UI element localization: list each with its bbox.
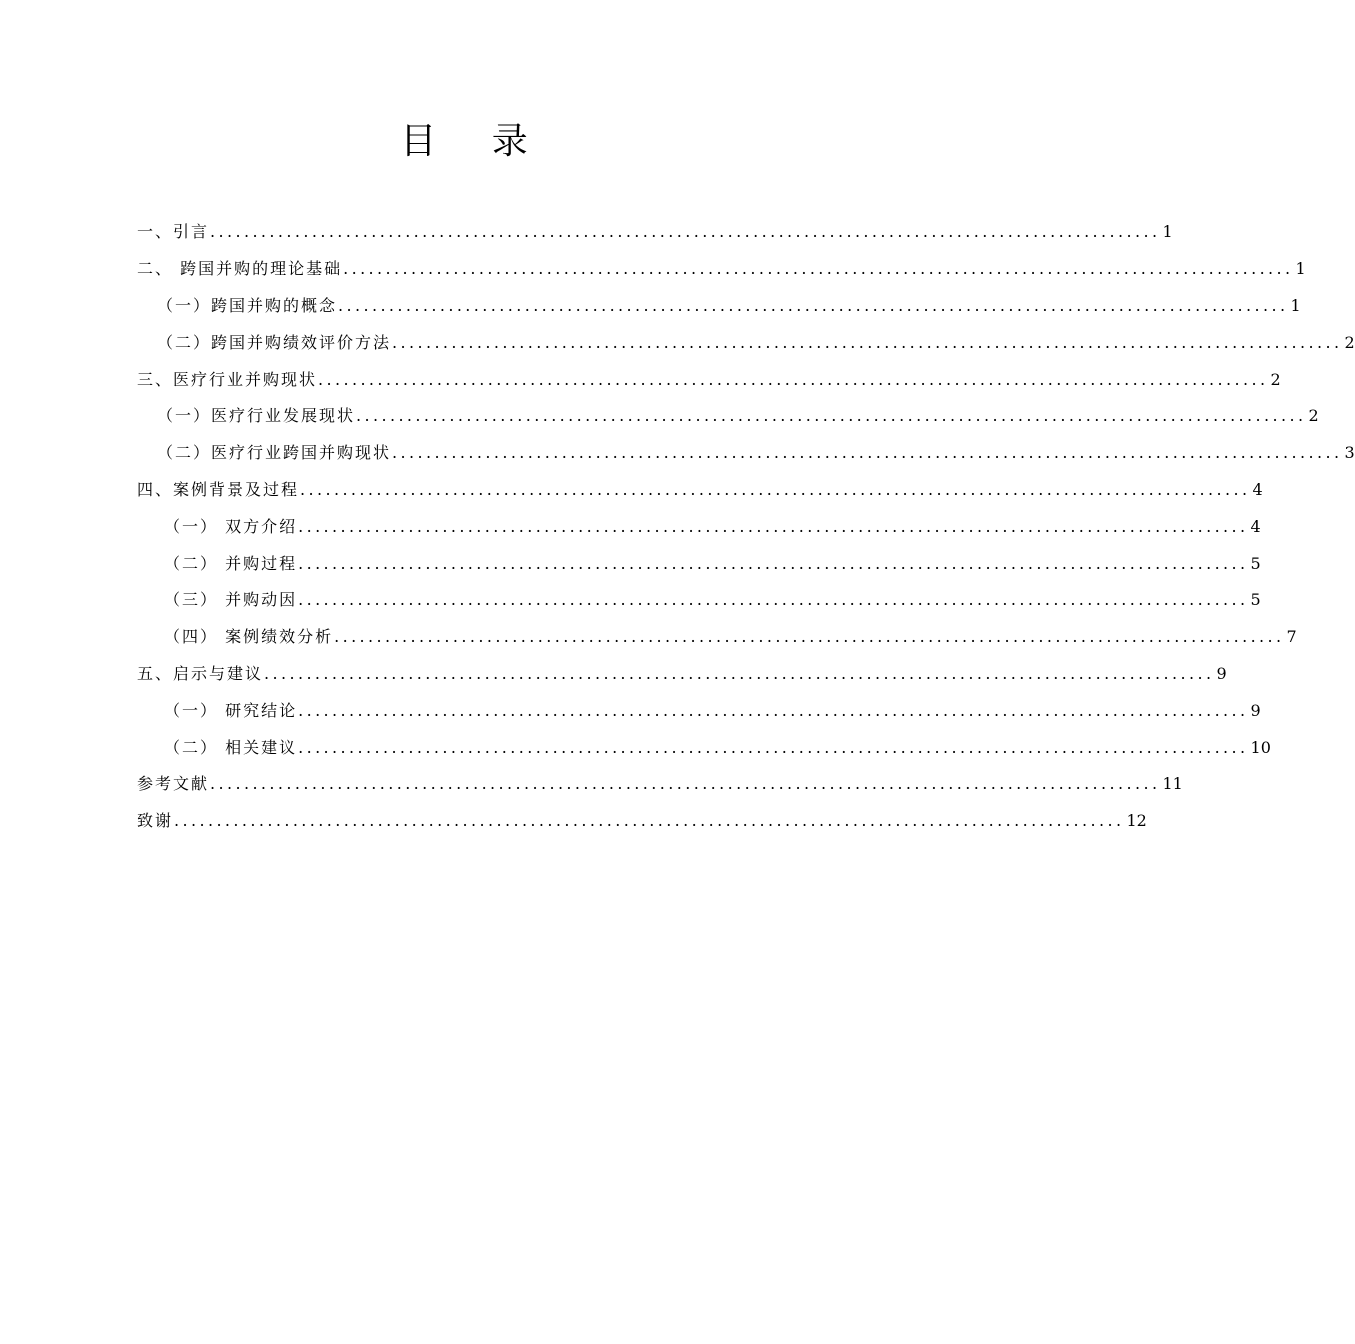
toc-page-number: 7 bbox=[1286, 627, 1297, 647]
toc-entry-title: 参考文献 bbox=[137, 774, 210, 794]
toc-entry-title: 四、案例背景及过程 bbox=[137, 479, 300, 499]
dot-leader: ................................................................................................................ bbox=[343, 259, 1294, 279]
toc-entry[interactable] bbox=[137, 545, 1261, 582]
toc-entry-title: （二） 相关建议 bbox=[164, 737, 298, 757]
toc-entry-title: （一）医疗行业发展现状 bbox=[157, 406, 356, 426]
dot-leader: ................................................................................................................ bbox=[298, 737, 1249, 757]
toc-entry[interactable] bbox=[137, 214, 1173, 251]
dot-leader: ................................................................................................................ bbox=[300, 479, 1251, 499]
toc-entry-title: （二） 并购过程 bbox=[164, 553, 298, 573]
toc-entry[interactable] bbox=[137, 472, 1263, 509]
toc-entry-title: （三） 并购动因 bbox=[164, 590, 298, 610]
toc-entry[interactable] bbox=[137, 435, 1355, 472]
toc-entry[interactable] bbox=[137, 766, 1183, 803]
toc-entry[interactable] bbox=[137, 251, 1306, 288]
toc-page-number: 2 bbox=[1270, 369, 1281, 389]
toc-entry[interactable] bbox=[137, 619, 1297, 656]
toc-page-number: 4 bbox=[1252, 479, 1263, 499]
dot-leader: ................................................................................................................ bbox=[392, 443, 1343, 463]
toc-entry[interactable] bbox=[137, 398, 1319, 435]
toc-page-number: 4 bbox=[1250, 516, 1261, 536]
toc-entry-title: （一） 双方介绍 bbox=[164, 516, 298, 536]
toc-entry-title: 二、 跨国并购的理论基础 bbox=[137, 259, 343, 279]
toc-page-number: 11 bbox=[1162, 774, 1183, 794]
toc-entry[interactable] bbox=[137, 692, 1261, 729]
dot-leader: ................................................................................................................ bbox=[298, 590, 1249, 610]
dot-leader: ................................................................................................................ bbox=[298, 700, 1249, 720]
table-of-contents bbox=[137, 214, 1355, 840]
toc-entry-title: 五、启示与建议 bbox=[137, 663, 264, 683]
toc-entry-title: （四） 案例绩效分析 bbox=[164, 627, 334, 647]
toc-page-number: 10 bbox=[1250, 737, 1271, 757]
toc-entry-title: 一、引言 bbox=[137, 222, 210, 242]
toc-page-number: 1 bbox=[1290, 295, 1301, 315]
toc-entry[interactable] bbox=[137, 582, 1261, 619]
toc-page-number: 1 bbox=[1295, 259, 1306, 279]
dot-leader: ................................................................................................................ bbox=[298, 553, 1249, 573]
toc-entry-title: 致谢 bbox=[137, 811, 174, 831]
dot-leader: ................................................................................................................ bbox=[334, 627, 1285, 647]
toc-page-number: 12 bbox=[1126, 811, 1147, 831]
toc-entry-title: （一）跨国并购的概念 bbox=[157, 295, 338, 315]
dot-leader: ................................................................................................................ bbox=[210, 774, 1161, 794]
toc-page-number: 2 bbox=[1344, 332, 1355, 352]
page-title: 目 录 bbox=[400, 121, 550, 162]
toc-entry[interactable] bbox=[137, 288, 1301, 325]
toc-page-number: 3 bbox=[1344, 443, 1355, 463]
toc-page-number: 9 bbox=[1250, 700, 1261, 720]
toc-entry[interactable] bbox=[137, 508, 1261, 545]
dot-leader: ................................................................................................................ bbox=[392, 332, 1343, 352]
dot-leader: ................................................................................................................ bbox=[338, 295, 1289, 315]
dot-leader: ................................................................................................................ bbox=[298, 516, 1249, 536]
toc-entry[interactable] bbox=[137, 361, 1281, 398]
toc-page-number: 5 bbox=[1250, 590, 1261, 610]
dot-leader: ................................................................................................................ bbox=[264, 663, 1215, 683]
toc-entry-title: 三、医疗行业并购现状 bbox=[137, 369, 318, 389]
toc-page-number: 5 bbox=[1250, 553, 1261, 573]
toc-entry[interactable] bbox=[137, 729, 1271, 766]
toc-entry-title: （一） 研究结论 bbox=[164, 700, 298, 720]
toc-page-number: 9 bbox=[1216, 663, 1227, 683]
dot-leader: ................................................................................................................ bbox=[356, 406, 1307, 426]
toc-page-number: 2 bbox=[1308, 406, 1319, 426]
dot-leader: ................................................................................................................ bbox=[318, 369, 1269, 389]
dot-leader: ................................................................................................................ bbox=[210, 222, 1161, 242]
toc-entry[interactable] bbox=[137, 324, 1355, 361]
toc-page-number: 1 bbox=[1162, 222, 1173, 242]
toc-entry[interactable] bbox=[137, 803, 1147, 840]
dot-leader: ................................................................................................................ bbox=[174, 811, 1125, 831]
toc-entry-title: （二）医疗行业跨国并购现状 bbox=[157, 443, 392, 463]
toc-entry-title: （二）跨国并购绩效评价方法 bbox=[157, 332, 392, 352]
toc-entry[interactable] bbox=[137, 656, 1227, 693]
